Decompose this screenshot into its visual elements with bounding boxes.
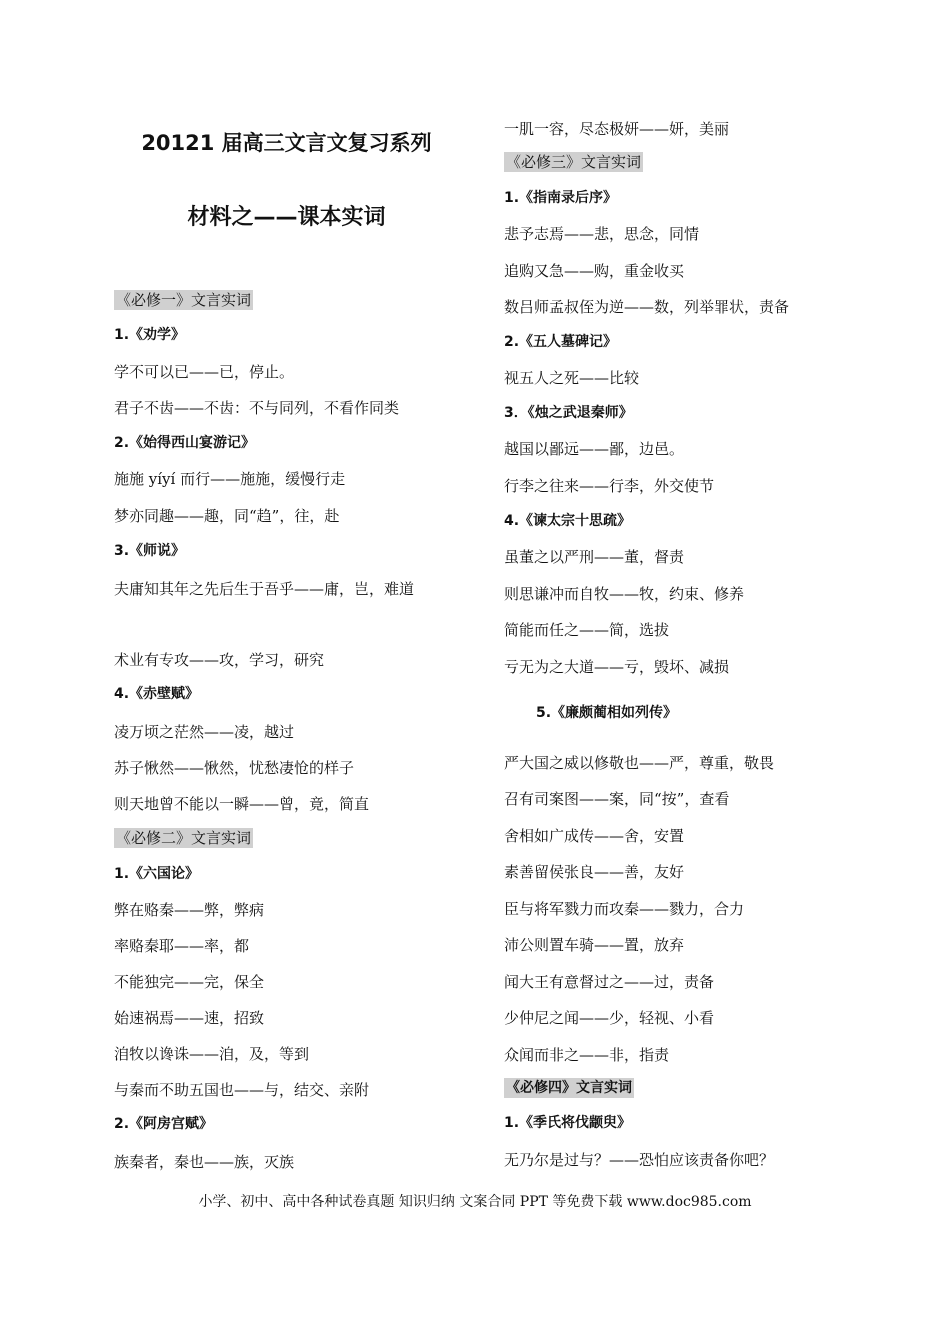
vocab-entry: 则思谦冲而自牧——牧，约束、修养 xyxy=(504,585,745,603)
vocab-entry: 率赂秦耶——率，都 xyxy=(114,937,250,955)
vocab-entry: 闻大王有意督过之——过，责备 xyxy=(504,973,715,991)
vocab-entry: 族秦者，秦也——族，灭族 xyxy=(114,1153,295,1171)
lesson-title: 1.《六国论》 xyxy=(114,866,200,882)
vocab-entry: 不能独完——完，保全 xyxy=(114,973,265,991)
vocab-entry: 臣与将军戮力而攻秦——戮力，合力 xyxy=(504,900,745,918)
vocab-entry: 越国以鄙远——鄙，边邑。 xyxy=(504,440,685,458)
vocab-entry: 数吕师孟叔侄为逆——数，列举罪状，责备 xyxy=(504,298,790,316)
vocab-entry: 众闻而非之——非，指责 xyxy=(504,1046,670,1064)
section-heading-compulsory-1: 《必修一》文言实词 xyxy=(116,291,252,309)
document-subtitle: 材料之——课本实词 xyxy=(187,205,386,230)
vocab-entry: 一肌一容，尽态极妍——妍，美丽 xyxy=(504,120,730,138)
vocab-entry: 术业有专攻——攻，学习，研究 xyxy=(114,651,325,669)
vocab-entry: 苏子愀然——愀然，忧愁凄怆的样子 xyxy=(114,759,355,777)
vocab-entry: 无乃尔是过与？——恐怕应该责备你吧？ xyxy=(504,1151,775,1169)
lesson-title: 2.《始得西山宴游记》 xyxy=(114,435,256,451)
section-heading-compulsory-3: 《必修三》文言实词 xyxy=(506,153,642,171)
vocab-entry: 少仲尼之闻——少，轻视、小看 xyxy=(504,1009,715,1027)
lesson-title: 3.《师说》 xyxy=(114,543,186,559)
vocab-entry: 舍相如广成传——舍，安置 xyxy=(504,827,685,845)
lesson-title: 1.《季氏将伐颛臾》 xyxy=(504,1115,632,1131)
document-title: 20121 届高三文言文复习系列 xyxy=(141,131,432,155)
vocab-entry: 则天地曾不能以一瞬——曾，竟，简直 xyxy=(114,795,370,813)
lesson-title: 2.《五人墓碑记》 xyxy=(504,334,618,350)
vocab-entry: 视五人之死——比较 xyxy=(504,369,640,387)
lesson-title: 1.《指南录后序》 xyxy=(504,190,618,206)
vocab-entry: 学不可以已——已，停止。 xyxy=(114,363,295,381)
vocab-entry: 夫庸知其年之先后生于吾乎——庸，岂，难道 xyxy=(114,580,415,598)
lesson-title: 2.《阿房宫赋》 xyxy=(114,1116,214,1132)
vocab-entry: 亏无为之大道——亏，毁坏、减损 xyxy=(504,658,730,676)
vocab-entry: 追购又急——购，重金收买 xyxy=(504,262,685,280)
vocab-entry: 始速祸焉——速，招致 xyxy=(114,1009,265,1027)
vocab-entry: 梦亦同趣——趣，同“趋”，往，赴 xyxy=(114,507,340,525)
vocab-entry: 施施 yíyí 而行——施施，缓慢行走 xyxy=(114,470,346,488)
vocab-entry: 洎牧以谗诛——洎，及，等到 xyxy=(114,1045,310,1063)
vocab-entry: 素善留侯张良——善，友好 xyxy=(504,863,685,881)
vocab-entry: 简能而任之——简，选拔 xyxy=(504,621,670,639)
vocab-entry: 凌万顷之茫然——凌，越过 xyxy=(114,723,295,741)
lesson-title: 3．《烛之武退秦师》 xyxy=(504,405,633,421)
vocab-entry: 严大国之威以修敬也——严，尊重，敬畏 xyxy=(504,754,775,772)
vocab-entry: 与秦而不助五国也——与，结交、亲附 xyxy=(114,1081,370,1099)
vocab-entry: 虽董之以严刑——董，督责 xyxy=(504,548,685,566)
lesson-title: 4.《赤壁赋》 xyxy=(114,686,200,702)
lesson-title: 5.《廉颇蔺相如列传》 xyxy=(536,705,678,721)
page-footer: 小学、初中、高中各种试卷真题 知识归纳 文案合同 PPT 等免费下载 www.doc985.com xyxy=(198,1194,752,1210)
vocab-entry: 弊在赂秦——弊，弊病 xyxy=(114,901,265,919)
section-heading-compulsory-4: 《必修四》文言实词 xyxy=(506,1080,632,1096)
lesson-title: 4.《谏太宗十思疏》 xyxy=(504,513,632,529)
lesson-title: 1.《劝学》 xyxy=(114,327,186,343)
vocab-entry: 悲予志焉——悲，思念，同情 xyxy=(504,225,700,243)
vocab-entry: 行李之往来——行李，外交使节 xyxy=(504,477,715,495)
vocab-entry: 召有司案图——案，同“按”，查看 xyxy=(504,790,730,808)
section-heading-compulsory-2: 《必修二》文言实词 xyxy=(116,829,252,847)
vocab-entry: 沛公则置车骑——置，放弃 xyxy=(504,936,685,954)
vocab-entry: 君子不齿——不齿：不与同列，不看作同类 xyxy=(114,399,400,417)
